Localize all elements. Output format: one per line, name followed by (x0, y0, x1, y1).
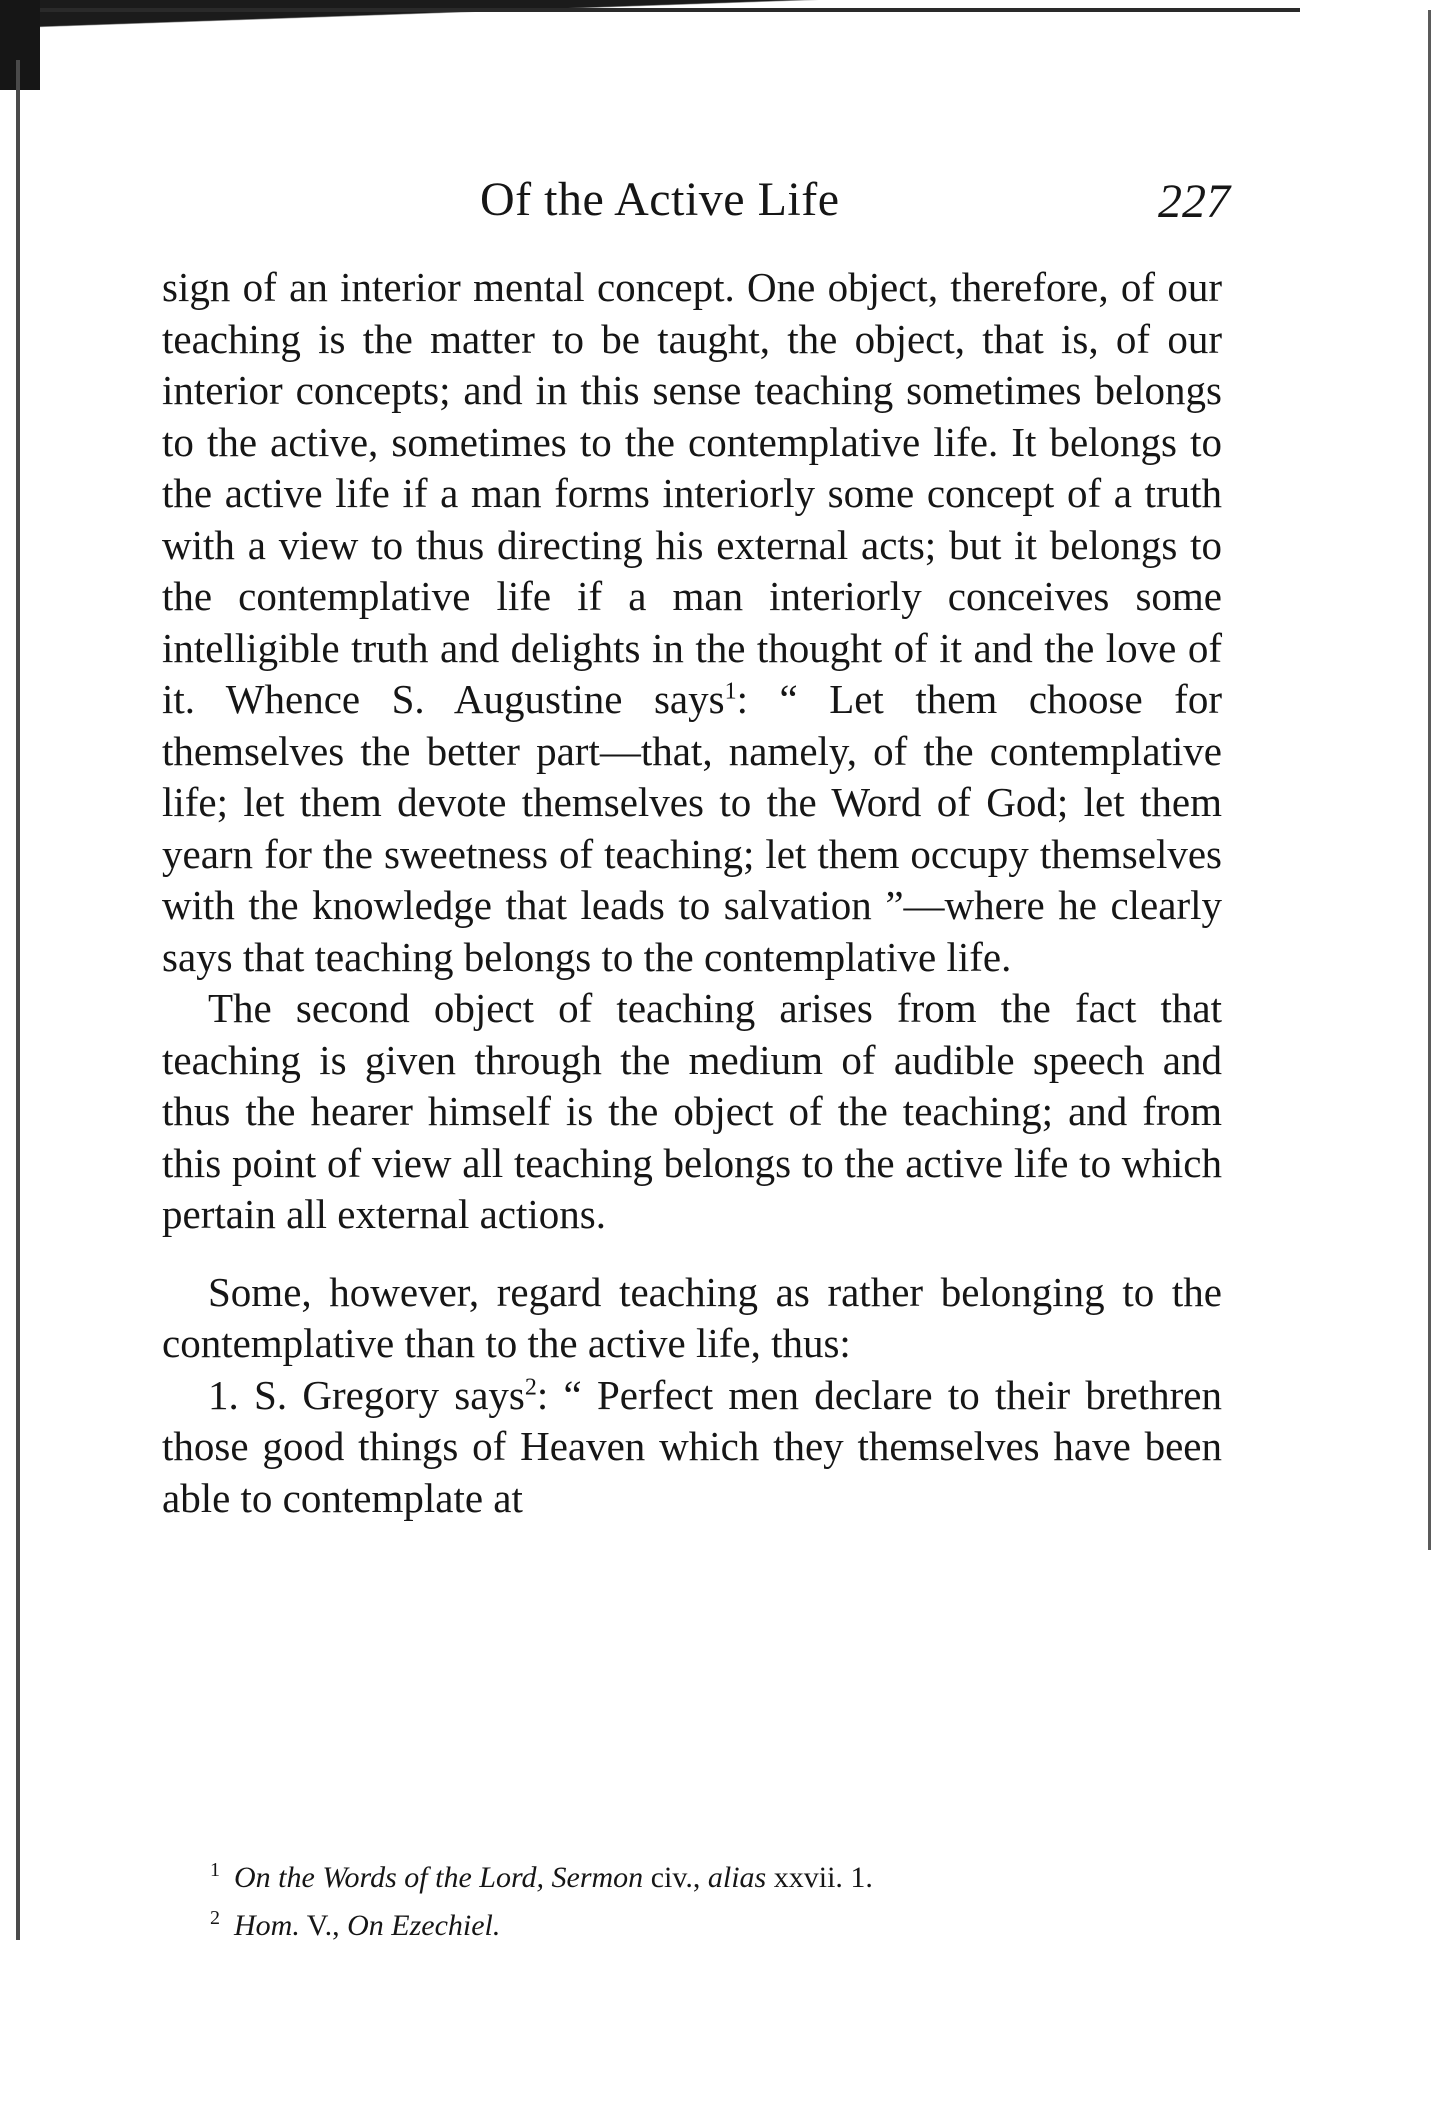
paragraph-1-text: sign of an interior mental concept. One object, therefore, of our teaching is the matter to be taught, the object, that is, of our interior concepts; and in this sense teaching sometimes belongs to the active, sometimes to the contemplative life. It belongs to the active life if a man forms interiorly some concept of a truth with a view to thus directing his external acts; but it belongs to the contemplative life if a man interiorly conceives some intelligible truth and delights in the thought of it and the love of it. Whence S. Augustine says (162, 264, 1222, 722)
paragraph-1 (162, 262, 1222, 983)
footnote-2-ref: V., (299, 1909, 348, 1942)
body-text (162, 262, 1222, 1524)
paragraph-4-quote: : “ Perfect men declare to their brethren those good things of Heaven which they themselves have been able to contemplate at (162, 1371, 1222, 1521)
running-head: Of the Active Life (480, 173, 840, 226)
paragraph-3: Some, however, regard teaching as rather belonging to the contemplative than to the active life, thus: (162, 1268, 1222, 1366)
footnote-1 (210, 1850, 1210, 1898)
scan-shadow-top (0, 0, 1300, 80)
footnote-1-ref: civ., (643, 1861, 708, 1894)
scan-shadow-corner (0, 0, 40, 90)
footnote-2 (210, 1898, 1210, 1946)
footnote-ref-2: 2 (524, 1373, 537, 1400)
paragraph-4 (162, 1370, 1222, 1525)
paragraph-4-text: 1. S. Gregory says (208, 1371, 525, 1418)
footnote-2-number: 2 (210, 1907, 220, 1929)
footnote-2-source: On Ezechiel. (347, 1909, 501, 1942)
paragraph-1-quote: : “ Let them choose for themselves the better part—that, namely, of the contemplative life; let them devote themselves to the Word of God; let them yearn for the sweetness of teaching; let them occupy themselves with the knowledge that leads to salvation ”—where he clearly says that teaching belongs to the contemplative life. (162, 676, 1222, 980)
scan-edge-right (1428, 10, 1431, 1550)
scan-edge-left (16, 60, 20, 1940)
paragraph-2: The second object of teaching arises from the fact that teaching is given through the medium of audible speech and thus the hearer himself is the object of the teaching; and from this point of view all teaching belongs to the active life to which pertain all external actions. (162, 985, 1222, 1237)
scan-edge-top (40, 8, 1300, 12)
footnote-1-number: 1 (210, 1859, 220, 1881)
footnotes (210, 1850, 1210, 1946)
footnote-1-ref2: xxvii. 1. (766, 1861, 873, 1894)
footnote-1-alias: alias (707, 1861, 767, 1894)
page-header (170, 172, 1230, 232)
page-number: 227 (1158, 175, 1230, 228)
footnote-ref-1: 1 (724, 678, 737, 705)
footnote-2-title: Hom. (234, 1909, 300, 1942)
footnote-1-title: On the Words of the Lord, Sermon (234, 1861, 644, 1894)
